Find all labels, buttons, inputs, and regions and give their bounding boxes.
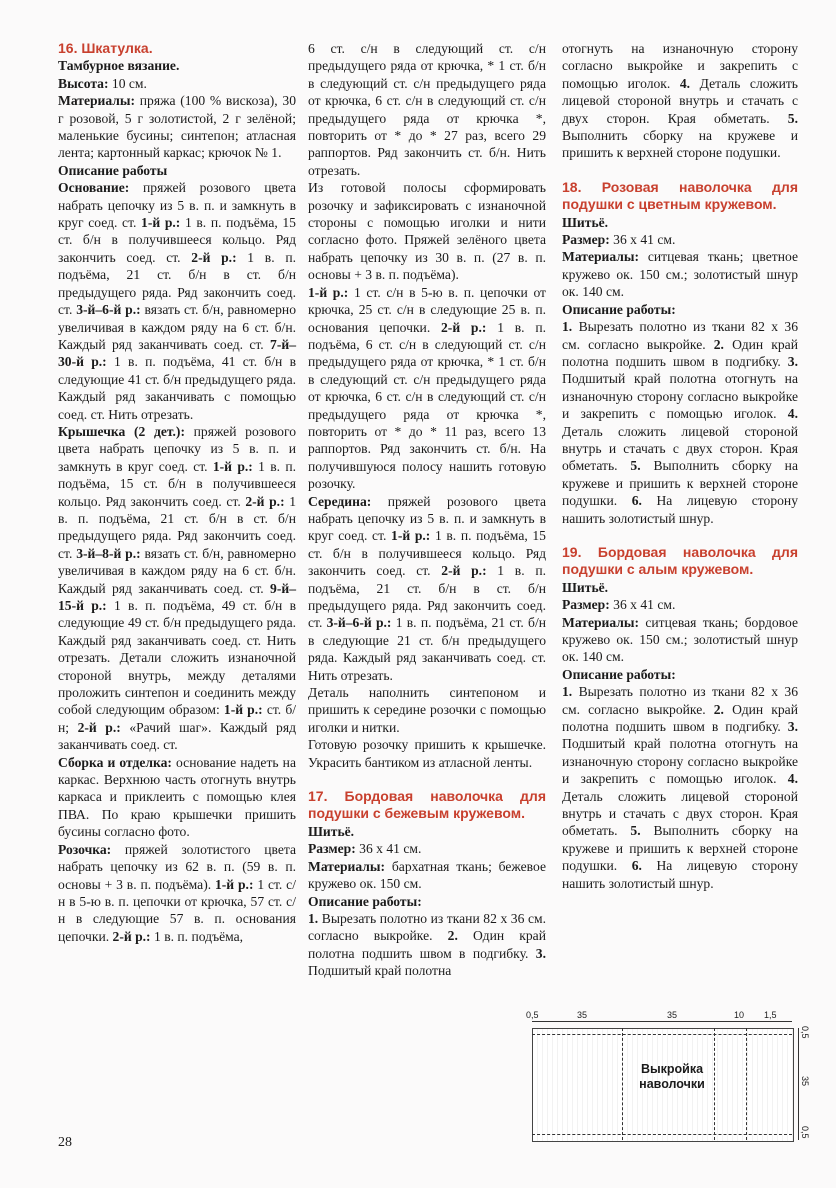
dim-top-1: 35 [577,1010,588,1020]
fold-line-3 [746,1028,747,1140]
bold-term: 2-й р.: [441,319,487,335]
text-run: Подшитый край полотна [308,963,452,979]
bold-term: 6. [631,493,642,509]
dim-top-0: 0,5 [526,1010,539,1020]
bold-term: 4. [787,406,798,422]
paragraph [58,75,296,92]
paragraph [58,179,296,423]
text-run: пряжей золотистого цвета набрать цепочку из 62 в. п. (59 в. п. основы + 3 в. п. подъёма). [58,841,296,892]
text-run: 1 в. п. подъёма, 21 ст. б/н в ст. б/н предыдущего ряда. Ряд закончить соед. ст. [308,563,546,631]
text-run: Вырезать полотно из ткани 82 x 36 см. согласно выкройке. [562,319,798,352]
bold-term: 1-й р.: [391,528,431,544]
text-run: 1 в. п. подъёма, 15 ст. б/н в получившееся кольцо. Ряд закончить соед. ст. [58,458,297,509]
paragraph [562,614,798,666]
subheading: Описание работы: [562,301,676,317]
text-run: ст. б/н; [58,702,297,735]
pattern-label: Выкройка наволочки [639,1062,705,1091]
text-run: Готовую розочку пришить к крышечке. Украсить бантиком из атласной ленты. [308,737,546,770]
dim-right-0: 0,5 [800,1026,810,1039]
seam-line-top [532,1034,792,1035]
section-title: 18. Розовая наволочка для подушки с цветным кружевом. [562,178,798,213]
subheading: Описание работы: [308,893,422,909]
bold-term: 2. [713,336,724,352]
bold-term: 3-й–6-й р.: [76,302,141,318]
bold-term: 3. [787,353,798,369]
text-column-1 [58,40,296,945]
pillowcase-pattern-diagram [522,1008,812,1158]
paragraph [562,318,798,527]
dim-line-top [532,1021,792,1022]
paragraph [308,493,546,684]
text-run: отогнуть на изнаночную сторону согласно выкройке и закрепить с помощью иголок. [562,41,798,91]
bold-term: 2-й р.: [441,563,487,579]
bold-term: 2-й р.: [77,719,121,735]
bold-term: Материалы: [562,249,640,265]
paragraph [58,754,296,841]
subheading: Шитьё. [308,823,355,839]
text-run: «Рачий шаг». Каждый ряд заканчивать соед. ст. [58,719,297,753]
paragraph [58,423,296,754]
text-run: Подшитый край полотна отогнуть на изнаночную сторону согласно выкройке и закрепить с помощью иголок. [562,371,798,422]
paragraph [58,841,296,945]
bold-term: 3-й–8-й р.: [76,545,141,561]
subheading: Описание работы: [562,666,676,682]
seam-line-bottom [532,1134,792,1135]
paragraph [562,231,798,248]
bold-term: 4. [787,771,798,787]
text-run: Один край полотна подшить швом в подгибку. [308,928,546,961]
paragraph [308,840,546,857]
bold-term: 2. [447,928,458,944]
section-spacer [308,771,546,788]
bold-term: 4. [679,75,691,91]
section-spacer [562,162,798,179]
paragraph [308,40,546,179]
paragraph [308,736,546,771]
paragraph [308,684,546,736]
text-run: бархатная ткань; бежевое кружево ок. 150 см. [308,858,546,892]
text-column-3 [562,40,798,892]
text-run: Один край полотна подшить швом в подгибку. [562,701,798,735]
text-run: Деталь сложить лицевой стороной внутрь и стачать с двух сторон. Края обметать. [562,423,798,474]
text-run: вязать ст. б/н, равномерно увеличивая в каждом ряду на 6 ст. б/н. Каждый ряд заканчивать соед. ст. [58,302,297,352]
dim-top-4: 1,5 [764,1010,777,1020]
section-title: 17. Бордовая наволочка для подушки с бежевым кружевом. [308,788,546,822]
paragraph [562,596,798,613]
page-number: 28 [58,1135,72,1150]
text-run: 6 ст. с/н в следующий ст. с/н предыдущего ряда от крючка, * 1 ст. б/н в следующий ст. с/н предыдущего ряда от крючка, 6 ст. с/н в следующий ст. с/н предыдущего ряда от крючка *, повторить от * до * 27 раз, всего 29 раппортов. Ряд закончить ст. б/н. Нить отрезать. [308,41,546,178]
bold-term: 9-й–15-й р.: [58,580,296,613]
paragraph [58,92,296,162]
text-run: Подшитый край полотна отогнуть на изнаночную сторону согласно выкройке и закрепить с помощью иголок. [562,736,798,787]
paragraph [562,40,798,162]
bold-term: 1-й р.: [141,215,181,231]
text-run: ситцевая ткань; бордовое кружево ок. 150 см.; золотистый шнур ок. 140 см. [562,614,798,665]
bold-term: 5. [630,458,641,474]
subheading: Описание работы [58,162,168,178]
bold-term: 1. [562,319,573,335]
bold-term: 2-й р.: [191,249,237,265]
bold-term: Материалы: [308,858,386,874]
text-run: Вырезать полотно из ткани 82 x 36 см. согласно выкройке. [562,684,798,717]
section-title: 19. Бордовая наволочка для подушки с алым кружевом. [562,543,798,578]
subheading: Шитьё. [562,214,609,230]
bold-term: 1. [308,910,319,926]
text-run: 36 x 41 см. [355,841,422,857]
text-run: Деталь сложить лицевой стороной внутрь и стачать с двух сторон. Края обметать. [562,75,798,126]
text-run: Деталь сложить лицевой стороной внутрь и стачать с двух сторон. Края обметать. [562,788,798,839]
text-run: 1 в. п. подъёма, 15 ст. б/н в получившееся кольцо. Ряд закончить соед. ст. [58,215,296,265]
bold-term: 3. [787,719,798,735]
text-run: 1 ст. с/н в 5-ю в. п. цепочки от крючка, 57 ст. с/н в следующие 57 в. п. основания цепочки. [58,876,296,944]
bold-term: 2. [713,701,724,717]
dim-top-3: 10 [734,1010,745,1020]
text-run: пряжа (100 % вискоза), 30 г розовой, 5 г золотистой, 2 г зелёной; маленькие бусины; синтепон; атласная лента; картонный каркас; крючок № 1. [58,93,296,161]
paragraph [308,179,546,283]
fold-line-1 [622,1028,623,1140]
text-run: основание надеть на каркас. Верхнюю часть отогнуть внутрь каркаса и приклеить с помощью клея ПВА. По краю крышечки пришить бусины согласно фото. [58,754,296,840]
text-run: 1 в. п. подъёма, 6 ст. с/н в следующий ст. с/н предыдущего ряда от крючка, * 1 ст. б/н в следующий ст. с/н предыдущего ряда от крючка, 6 ст. с/н в следующий ст. с/н предыдущего ряда от крючка *, повторить от * до * 11 раз, всего 13 раппортов. Ряд закончить ст. б/н. На получившуюся полосу нашить готовую розочку. [308,319,547,492]
bold-term: Высота: [58,75,109,91]
paragraph [308,910,546,980]
section-title: 16. Шкатулка. [58,40,153,56]
bold-term: 1-й р.: [214,876,254,892]
text-run: 10 см. [108,75,147,91]
bold-term: 3-й–6-й р.: [326,615,392,631]
bold-term: 1-й р.: [212,458,253,474]
text-run: На лицевую сторону нашить золотистый шнур. [562,858,799,891]
dim-right-1: 35 [800,1076,810,1087]
text-run: ситцевая ткань; цветное кружево ок. 150 см.; золотистый шнур ок. 140 см. [562,249,798,300]
section-spacer [562,527,798,544]
bold-term: Середина: [308,493,372,509]
bold-term: Размер: [562,597,610,613]
bold-term: Материалы: [58,93,136,109]
text-run: 1 в. п. подъёма, 21 ст. б/н в следующие 21 ст. б/н предыдущего ряда. Каждый ряд заканчивать соед. ст. Нить отрезать. [308,615,546,683]
bold-term: Сборка и отделка: [58,754,172,770]
text-run: 1 в. п. подъёма, 15 ст. б/н в получившееся кольцо. Ряд закончить соед. ст. [308,528,546,579]
bold-term: 2-й р.: [112,928,151,944]
text-run: Выполнить сборку на кружеве и пришить к верхней стороне подушки. [562,823,798,874]
text-run: пряжей розового цвета набрать цепочку из 5 в. п. и замкнуть в круг соед. ст. [58,423,296,474]
text-run: 1 в. п. подъёма, 21 ст. б/н в ст. б/н предыдущего ряда. Ряд закончить соед. ст. [58,249,296,318]
text-run: 1 ст. с/н в 5-ю в. п. цепочки от крючка, 25 ст. с/н в следующие 25 в. п. основания цепочки. [308,284,546,335]
text-run: Выполнить сборку на кружеве и пришить к верхней стороне подушки. [562,128,798,161]
text-run: 1 в. п. подъёма, 49 ст. б/н в следующие 49 ст. б/н предыдущего ряда. Каждый ряд заканчивать соед. ст. Нить отрезать. Детали сложить изнаночной стороной внутрь, между деталями проложить синтепон и соединить между собой следующим образом: [58,598,296,718]
bold-term: Размер: [562,232,610,248]
text-column-2 [308,40,546,980]
text-run: Из готовой полосы сформировать розочку и зафиксировать с изнаночной стороны с помощью иголки и нити согласно фото. Пряжей зелёного цвета набрать цепочку из 30 в. п. (27 в. п. основы + 3 в. п. подъёма). [308,180,546,283]
paragraph [308,858,546,893]
text-run: 36 x 41 см. [609,232,676,248]
bold-term: 3. [535,945,546,961]
paragraph [562,683,798,892]
bold-term: Основание: [58,180,130,196]
text-run: На лицевую сторону нашить золотистый шнур. [562,493,799,526]
text-run: 1 в. п. подъёма, 21 ст. б/н в ст. б/н предыдущего ряда. Ряд закончить соед. ст. [58,493,297,561]
bold-term: Материалы: [562,614,640,630]
subheading: Шитьё. [562,579,609,595]
text-run: 36 x 41 см. [609,597,676,613]
text-run: Деталь наполнить синтепоном и пришить к середине розочки с помощью иголки и нитки. [308,685,546,735]
text-run: 1 в. п. подъёма, [150,928,244,944]
text-run: Вырезать полотно из ткани 82 x 36 см. согласно выкройке. [308,910,546,944]
bold-term: 6. [631,858,642,874]
bold-term: 1. [562,684,573,700]
text-run: вязать ст. б/н, равномерно увеличивая в каждом ряду на 6 ст. б/н. Каждый ряд заканчивать соед. ст. [58,545,297,596]
bold-term: 5. [787,110,798,126]
bold-term: Крышечка (2 дет.): [58,423,185,439]
subheading: Тамбурное вязание. [58,58,180,74]
bold-term: 7-й–30-й р.: [58,336,296,370]
text-run: Выполнить сборку на кружеве и пришить к верхней стороне подушки. [562,458,798,509]
paragraph [562,248,798,300]
bold-term: 2-й р.: [245,493,285,509]
bold-term: Розочка: [58,841,112,857]
text-run: Один край полотна подшить швом в подгибку. [562,336,798,369]
paragraph [308,284,546,493]
dim-line-right [798,1028,799,1140]
dim-right-2: 0,5 [800,1126,810,1139]
dim-top-2: 35 [667,1010,678,1020]
bold-term: 1-й р.: [308,284,349,300]
bold-term: 5. [630,823,641,839]
bold-term: Размер: [308,841,356,857]
bold-term: 1-й р.: [223,702,263,718]
text-run: пряжей розового цвета набрать цепочку из 5 в. п. и замкнуть в круг соед. ст. [308,493,546,544]
text-run: пряжей розового цвета набрать цепочку из 5 в. п. и замкнуть в круг соед. ст. [58,180,296,231]
text-run: 1 в. п. подъёма, 41 ст. б/н в следующие 41 ст. б/н предыдущего ряда. Каждый ряд заканчивать с помощью соед. ст. Нить отрезать. [58,354,296,422]
